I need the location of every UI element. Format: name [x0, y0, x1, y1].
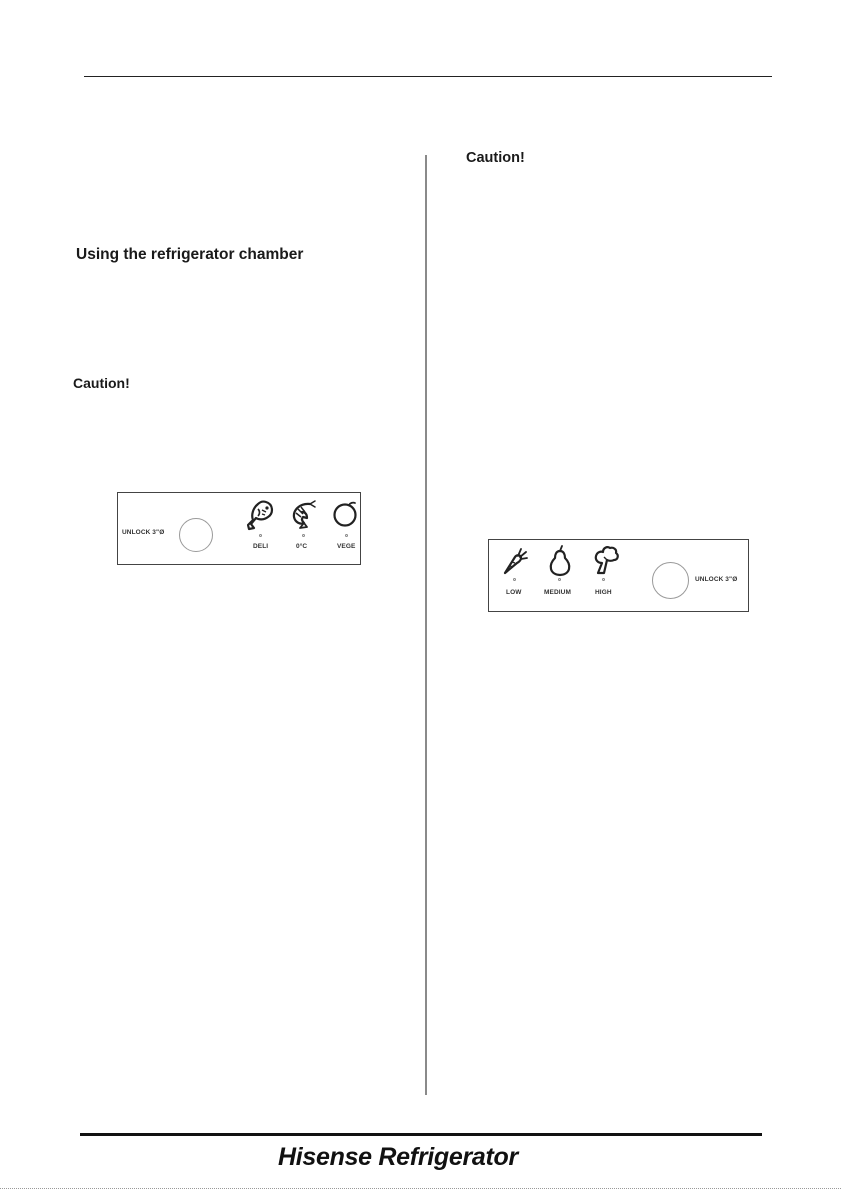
- mode-label-medium: MEDIUM: [544, 589, 571, 596]
- caution-heading-right: Caution!: [466, 150, 525, 166]
- low-indicator-led: [513, 578, 516, 581]
- pear-icon: [547, 545, 573, 577]
- high-indicator-led: [602, 578, 605, 581]
- unlock-label: UNLOCK 3"Ø: [122, 529, 165, 536]
- deli-indicator-led: [259, 534, 262, 537]
- section-heading-refrigerator-chamber: Using the refrigerator chamber: [76, 246, 304, 263]
- mode-label-low: LOW: [506, 589, 522, 596]
- control-panel-left: [117, 492, 361, 565]
- medium-indicator-led: [558, 578, 561, 581]
- mode-label-high: HIGH: [595, 589, 612, 596]
- header-rule: [84, 76, 772, 77]
- fish-icon: [247, 499, 275, 531]
- mode-label-deli: DELI: [253, 543, 269, 550]
- brand-wordmark: Hisense Refrigerator: [278, 1143, 518, 1171]
- vege-indicator-led: [345, 534, 348, 537]
- zero-degree-indicator-led: [302, 534, 305, 537]
- shrimp-icon: [290, 500, 316, 530]
- control-panel-right: [488, 539, 749, 612]
- unlock-dial-button[interactable]: [652, 562, 689, 599]
- carrot-icon: [502, 546, 528, 576]
- broccoli-icon: [592, 545, 620, 575]
- unlock-label: UNLOCK 3"Ø: [695, 576, 738, 583]
- column-divider: [425, 155, 427, 1095]
- unlock-dial-button[interactable]: [179, 518, 213, 552]
- page-edge: [0, 1188, 841, 1189]
- mode-label-zero-degree: 0°C: [296, 543, 308, 550]
- footer-rule: [80, 1133, 762, 1136]
- tomato-icon: [332, 499, 360, 529]
- caution-heading-left: Caution!: [73, 375, 130, 391]
- mode-label-vege: VEGE: [337, 543, 356, 550]
